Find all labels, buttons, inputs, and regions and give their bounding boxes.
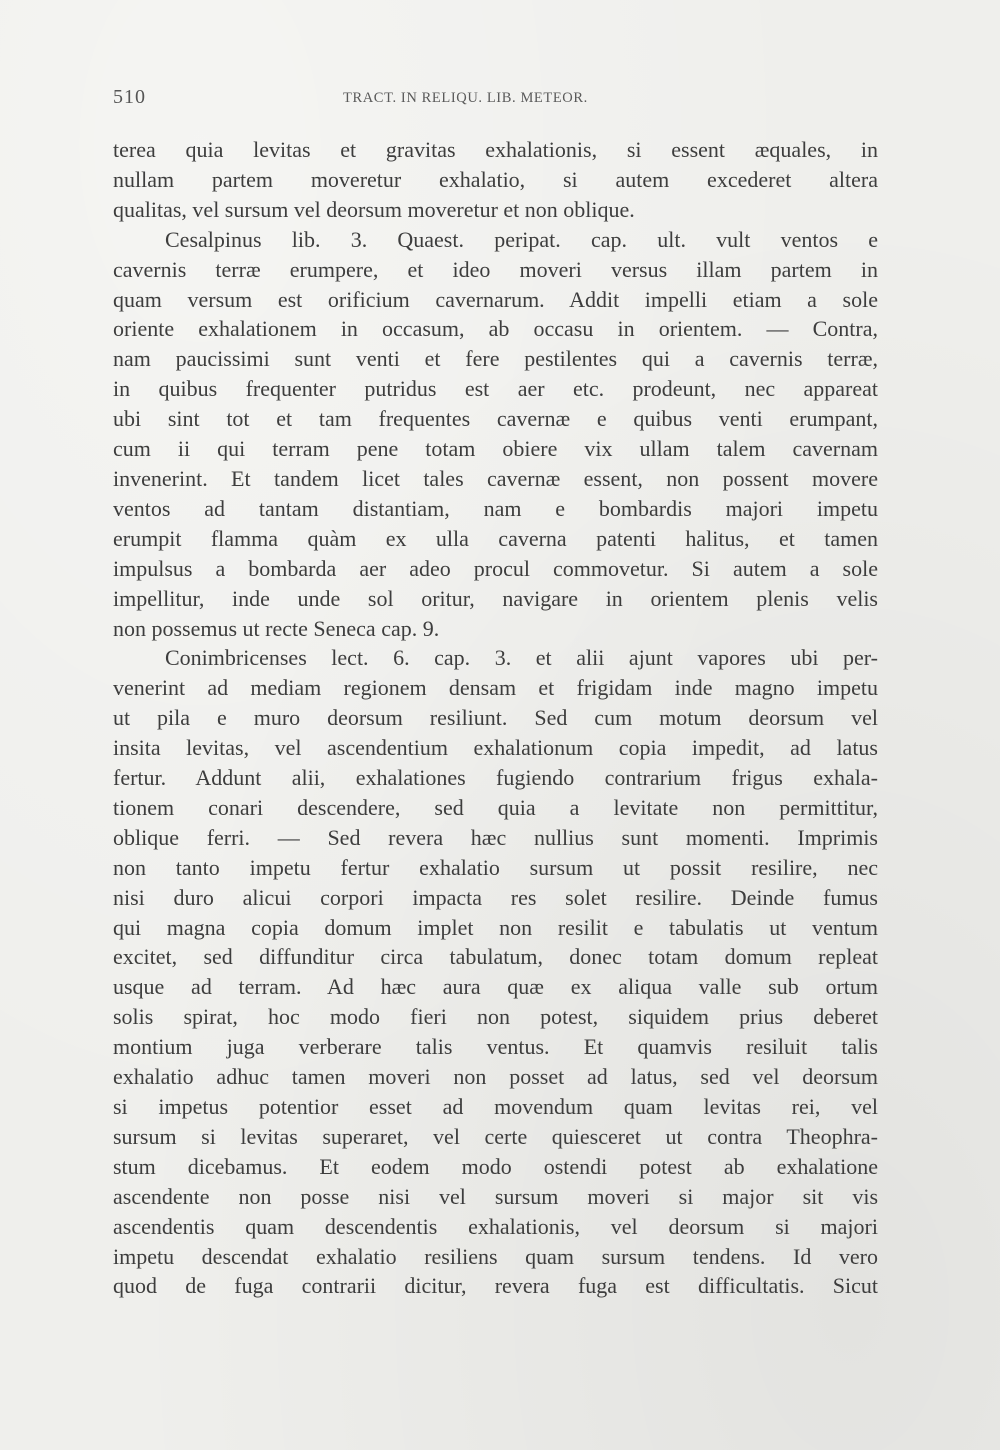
text-line: si impetus potentior esset ad movendum quam levitas rei, vel (113, 1094, 878, 1119)
text-line: venerint ad mediam regionem densam et frigidam inde magno impetu (113, 675, 878, 701)
text-line: quod de fuga contrarii dicitur, revera fuga est difficultatis. Sicut (113, 1273, 878, 1299)
text-line: exhalatio adhuc tamen moveri non posset ad latus, sed vel deorsum (113, 1064, 878, 1090)
running-title: TRACT. IN RELIQU. LIB. METEOR. (343, 90, 588, 106)
text-line: solis spirat, hoc modo fieri non potest, siquidem prius deberet (113, 1004, 878, 1030)
text-line: nisi duro alicui corpori impacta res solet resilire. Deinde fumus (113, 884, 878, 910)
text-line: ventos ad tantam distantiam, nam e bombardis majori impetu (113, 495, 878, 521)
text-line: ascendentis quam descendentis exhalationis, vel deorsum si majori (113, 1213, 878, 1239)
text-line: nullam partem moveretur exhalatio, si autem excederet altera (113, 166, 878, 192)
page-number: 510 (113, 86, 146, 108)
text-line: terea quia levitas et gravitas exhalationis, si essent æquales, in (113, 137, 878, 162)
text-line: usque ad terram. Ad hæc aura quæ ex aliqua valle sub ortum (113, 974, 878, 1000)
text-line: excitet, sed diffunditur circa tabulatum, donec totam domum repleat (113, 944, 878, 970)
text-line: impetu descendat exhalatio resiliens quam sursum tendens. Id vero (113, 1243, 878, 1269)
text-line: cavernis terræ erumpere, et ideo moveri versus illam partem in (113, 256, 878, 282)
paragraph-first-line: Conimbricenses lect. 6. cap. 3. et alii ajunt vapores ubi per- (165, 645, 878, 671)
text-line: impellitur, inde unde sol oritur, navigare in orientem plenis velis (113, 585, 878, 611)
text-line: montium juga verberare talis ventus. Et quamvis resiluit talis (113, 1034, 878, 1060)
text-line: cum ii qui terram pene totam obiere vix ullam talem cavernam (113, 436, 878, 462)
text-line: erumpit flamma quàm ex ulla caverna patenti halitus, et tamen (113, 525, 878, 551)
text-line: stum dicebamus. Et eodem modo ostendi potest ab exhalatione (113, 1153, 878, 1179)
text-line: non possemus ut recte Seneca cap. 9. (113, 615, 440, 641)
text-line: quam versum est orificium cavernarum. Addit impelli etiam a sole (113, 286, 878, 312)
body-text (113, 135, 878, 1301)
text-line: ascendente non posse nisi vel sursum moveri si major sit vis (113, 1183, 878, 1209)
text-line: invenerint. Et tandem licet tales cavernæ essent, non possent movere (113, 465, 878, 491)
text-line: in quibus frequenter putridus est aer etc. prodeunt, nec appareat (113, 376, 878, 402)
text-line: non tanto impetu fertur exhalatio sursum ut possit resilire, nec (113, 854, 878, 880)
text-line: impulsus a bombarda aer adeo procul commovetur. Si autem a sole (113, 555, 878, 581)
text-line: ubi sint tot et tam frequentes cavernæ e quibus venti erumpant, (113, 406, 878, 432)
paragraph-first-line: Cesalpinus lib. 3. Quaest. peripat. cap. ult. vult ventos e (165, 226, 878, 252)
text-line: oblique ferri. — Sed revera hæc nullius sunt momenti. Imprimis (113, 824, 878, 850)
running-head (113, 86, 878, 114)
text-line: nam paucissimi sunt venti et fere pestilentes qui a cavernis terræ, (113, 346, 878, 372)
text-line: sursum si levitas superaret, vel certe quiesceret ut contra Theophra- (113, 1123, 878, 1149)
text-line: fertur. Addunt alii, exhalationes fugiendo contrarium frigus exhala- (113, 765, 878, 791)
text-line: insita levitas, vel ascendentium exhalationum copia impedit, ad latus (113, 735, 878, 761)
text-line: oriente exhalationem in occasum, ab occasu in orientem. — Contra, (113, 316, 878, 342)
text-line: ut pila e muro deorsum resiliunt. Sed cum motum deorsum vel (113, 705, 878, 731)
text-line: tionem conari descendere, sed quia a levitate non permittitur, (113, 794, 878, 820)
text-line: qui magna copia domum implet non resilit e tabulatis ut ventum (113, 914, 878, 940)
text-line: qualitas, vel sursum vel deorsum moveretur et non oblique. (113, 196, 635, 222)
